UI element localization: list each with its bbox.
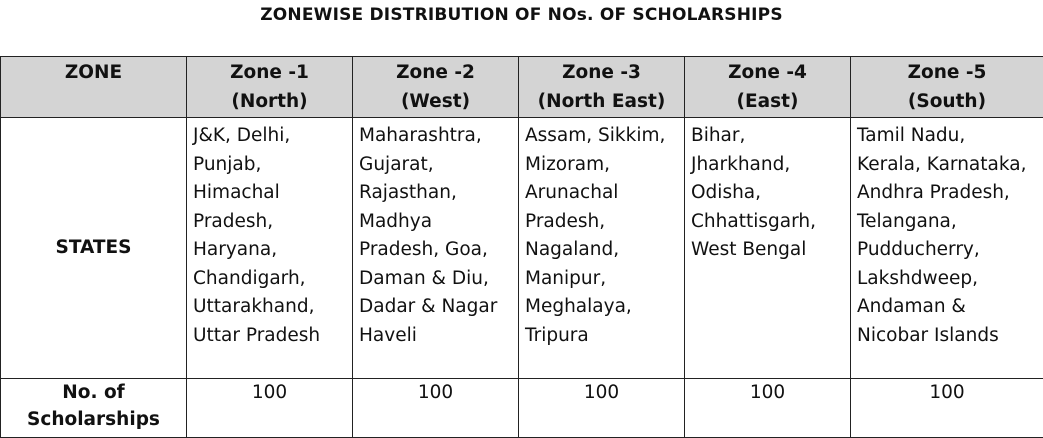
zone-5-states (851, 118, 1043, 379)
zone-1-count: 100 (187, 379, 353, 438)
count-label-line: Scholarships (1, 406, 186, 433)
state-line: Uttarakhand, (193, 293, 346, 322)
states-label-cell (1, 118, 187, 379)
state-line: Odisha, (691, 179, 844, 208)
state-line: Andhra Pradesh, (857, 179, 1037, 208)
state-line: Haveli (359, 322, 512, 351)
state-line: Haryana, (193, 236, 346, 265)
state-line: Pradesh, Goa, (359, 236, 512, 265)
zone-name: Zone -2 (353, 59, 518, 88)
zone-4-count: 100 (685, 379, 851, 438)
state-line: Dadar & Nagar (359, 293, 512, 322)
zone-3-header (519, 57, 685, 118)
zone-3-states (519, 118, 685, 379)
state-line: Assam, Sikkim, (525, 122, 678, 151)
state-line: Nagaland, (525, 236, 678, 265)
zone-1-header (187, 57, 353, 118)
state-line: Chhattisgarh, (691, 208, 844, 237)
state-line: West Bengal (691, 236, 844, 265)
state-line: Nicobar Islands (857, 322, 1037, 351)
zone-region: (West) (353, 88, 518, 117)
state-line: Madhya (359, 208, 512, 237)
zone-header-label: ZONE (65, 62, 122, 83)
zone-1-states (187, 118, 353, 379)
zone-header-cell (1, 57, 187, 118)
state-line: Gujarat, (359, 151, 512, 180)
state-line: Jharkhand, (691, 151, 844, 180)
zone-3-count: 100 (519, 379, 685, 438)
states-label: STATES (56, 237, 132, 258)
state-line: Punjab, (193, 151, 346, 180)
state-line: Meghalaya, (525, 293, 678, 322)
state-line: Pradesh, (193, 208, 346, 237)
state-line: Tripura (525, 322, 678, 351)
zone-region: (North) (187, 88, 352, 117)
count-label-line: No. of (1, 379, 186, 406)
zone-4-header (685, 57, 851, 118)
state-line: Uttar Pradesh (193, 322, 346, 351)
zone-5-count: 100 (851, 379, 1043, 438)
state-line: Arunachal (525, 179, 678, 208)
table-header-row (1, 57, 1043, 118)
state-line: Rajasthan, (359, 179, 512, 208)
state-line: J&K, Delhi, (193, 122, 346, 151)
zone-name: Zone -3 (519, 59, 684, 88)
state-line: Bihar, (691, 122, 844, 151)
state-line: Himachal (193, 179, 346, 208)
state-line: Daman & Diu, (359, 265, 512, 294)
zone-4-states (685, 118, 851, 379)
states-row (1, 118, 1043, 379)
state-line: Pudducherry, (857, 236, 1037, 265)
zone-name: Zone -4 (685, 59, 850, 88)
state-line: Pradesh, (525, 208, 678, 237)
state-line: Kerala, Karnataka, (857, 151, 1037, 180)
zone-5-header (851, 57, 1043, 118)
zone-name: Zone -5 (851, 59, 1043, 88)
zone-name: Zone -1 (187, 59, 352, 88)
zone-2-count: 100 (353, 379, 519, 438)
zone-2-header (353, 57, 519, 118)
scholarship-count-row (1, 379, 1043, 438)
zone-2-states (353, 118, 519, 379)
state-line: Lakshdweep, (857, 265, 1037, 294)
zone-region: (East) (685, 88, 850, 117)
page-title: ZONEWISE DISTRIBUTION OF NOs. OF SCHOLARSHIPS (0, 5, 1043, 25)
state-line: Telangana, (857, 208, 1037, 237)
zone-region: (North East) (519, 88, 684, 117)
zone-region: (South) (851, 88, 1043, 117)
state-line: Maharashtra, (359, 122, 512, 151)
state-line: Chandigarh, (193, 265, 346, 294)
state-line: Mizoram, (525, 151, 678, 180)
zone-table (0, 56, 1043, 438)
state-line: Andaman & (857, 293, 1037, 322)
state-line: Manipur, (525, 265, 678, 294)
state-line: Tamil Nadu, (857, 122, 1037, 151)
count-label-cell (1, 379, 187, 438)
